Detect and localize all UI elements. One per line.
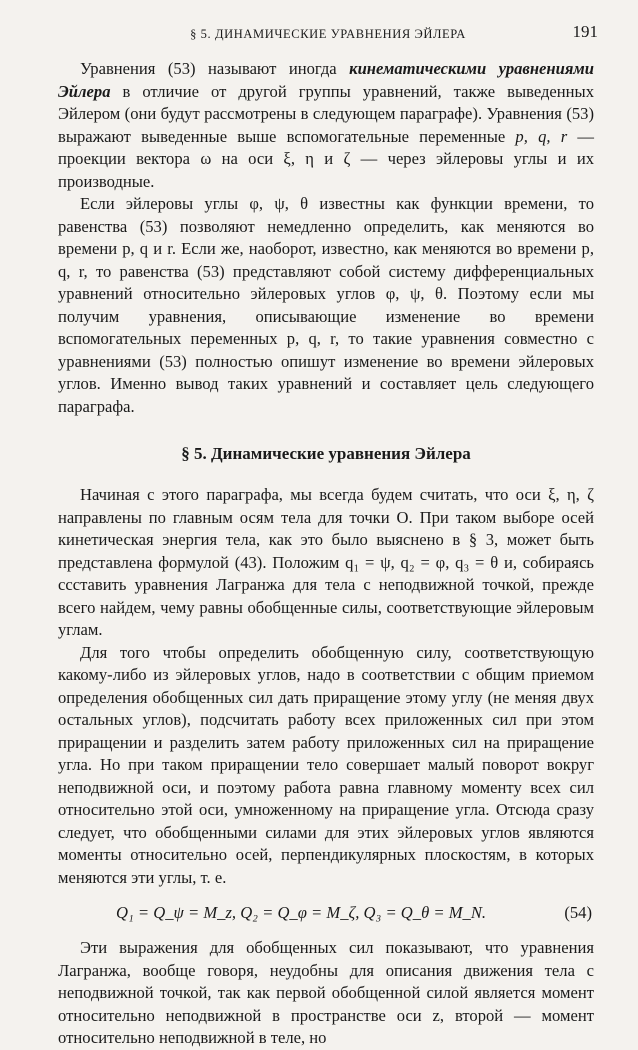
section-heading: § 5. Динамические уравнения Эйлера [181,444,471,463]
paragraph-text: в отличие от другой группы уравнений, также выведенных Эйлером (они будут рассмотрены в следующем параграфе). Уравнения (53) выражают выведенные выше вспомогательные переменные [58,81,594,146]
equation-number: (54) [564,903,592,922]
emphasized-term: кинематическими уравнениями Эйлера [58,59,595,101]
running-head-title: § 5. ДИНАМИЧЕСКИЕ УРАВНЕНИЯ ЭЙЛЕРА [190,27,466,41]
paragraph-euler-angles: Если эйлеровы углы φ, ψ, θ известны как функции времени, то равенства (53) позволяют немедленно определить, как меняются во времени p, q и r. Если же, наоборот, известно, как меняются во времени p, q, r, то равенства (53) представляют собой систему дифференциальных уравнений относительно эйлеровых углов φ, ψ, θ. Поэтому если мы получим уравнения, описывающие изменение во времени вспомогательных переменных p, q, r, то такие уравнения совместно с уравнениями (53) полностью опишут изменение во времени эйлеровых углов. Именно вывод таких уравнений и составляет цель следующего параграфа. [58,194,594,416]
paragraph-text: Уравнения (53) называют иногда [80,59,350,78]
paragraph-principal-axes: Начиная с этого параграфа, мы всегда будем считать, что оси ξ, η, ζ направлены по главным осям тела для точки O. При таком выборе осей кинетическая энергия тела, как это было выяснено в § 3, может быть представлена формулой (43). Положим q₁ = ψ, q₂ = φ, q₃ = θ и, собираясь ссставить уравнения Лагранжа для тела с неподвижной точкой, прежде всего найдем, чему равны обобщенные силы, соответствующие эйлеровым углам. [58,485,594,639]
paragraph-generalized-forces: Для того чтобы определить обобщенную силу, соответствующую какому-либо из эйлеровых углов, надо в соответствии с общим приемом определения обобщенных сил дать приращение этому углу (не меняя двух остальных углов), подсчитать работу всех приложенных сил при этом приращении и разделить затем работу приложенных сил на приращение угла. Но при таком приращении тело совершает малый поворот вокруг неподвижной оси, и поэтому работа равна главному моменту всех сил относительно этой оси, умноженному на приращение угла. Отсюда сразу следует, что обобщенными силами для этих эйлеровых углов являются моменты относительно осей, перпендикулярных плоскостям, в которых меняются эти углы, т. е. [58,642,594,887]
running-head [58,22,598,46]
body-text [58,58,594,1050]
paragraph-lagrange-remarks: Эти выражения для обобщенных сил показывают, что уравнения Лагранжа, вообще говоря, неудобны для описания движения тела с неподвижной точкой, так как первой обобщенной силой является момент относительно неподвижной в пространстве оси z, второй — момент относительно неподвижной в теле, но [58,938,594,1047]
equation-54 [58,899,594,929]
page-number: 191 [572,22,598,41]
paragraph-kinematic-equations [58,58,594,193]
equation-formula: Q₁ = Q_ψ = M_z, Q₂ = Q_φ = M_ζ, Q₃ = Q_θ = M_N. [116,903,487,922]
paragraph-text: — проекции вектора ω на оси ξ, η и ζ — через эйлеровы углы и их производные. [58,126,594,191]
variables: p, q, r [515,126,568,146]
